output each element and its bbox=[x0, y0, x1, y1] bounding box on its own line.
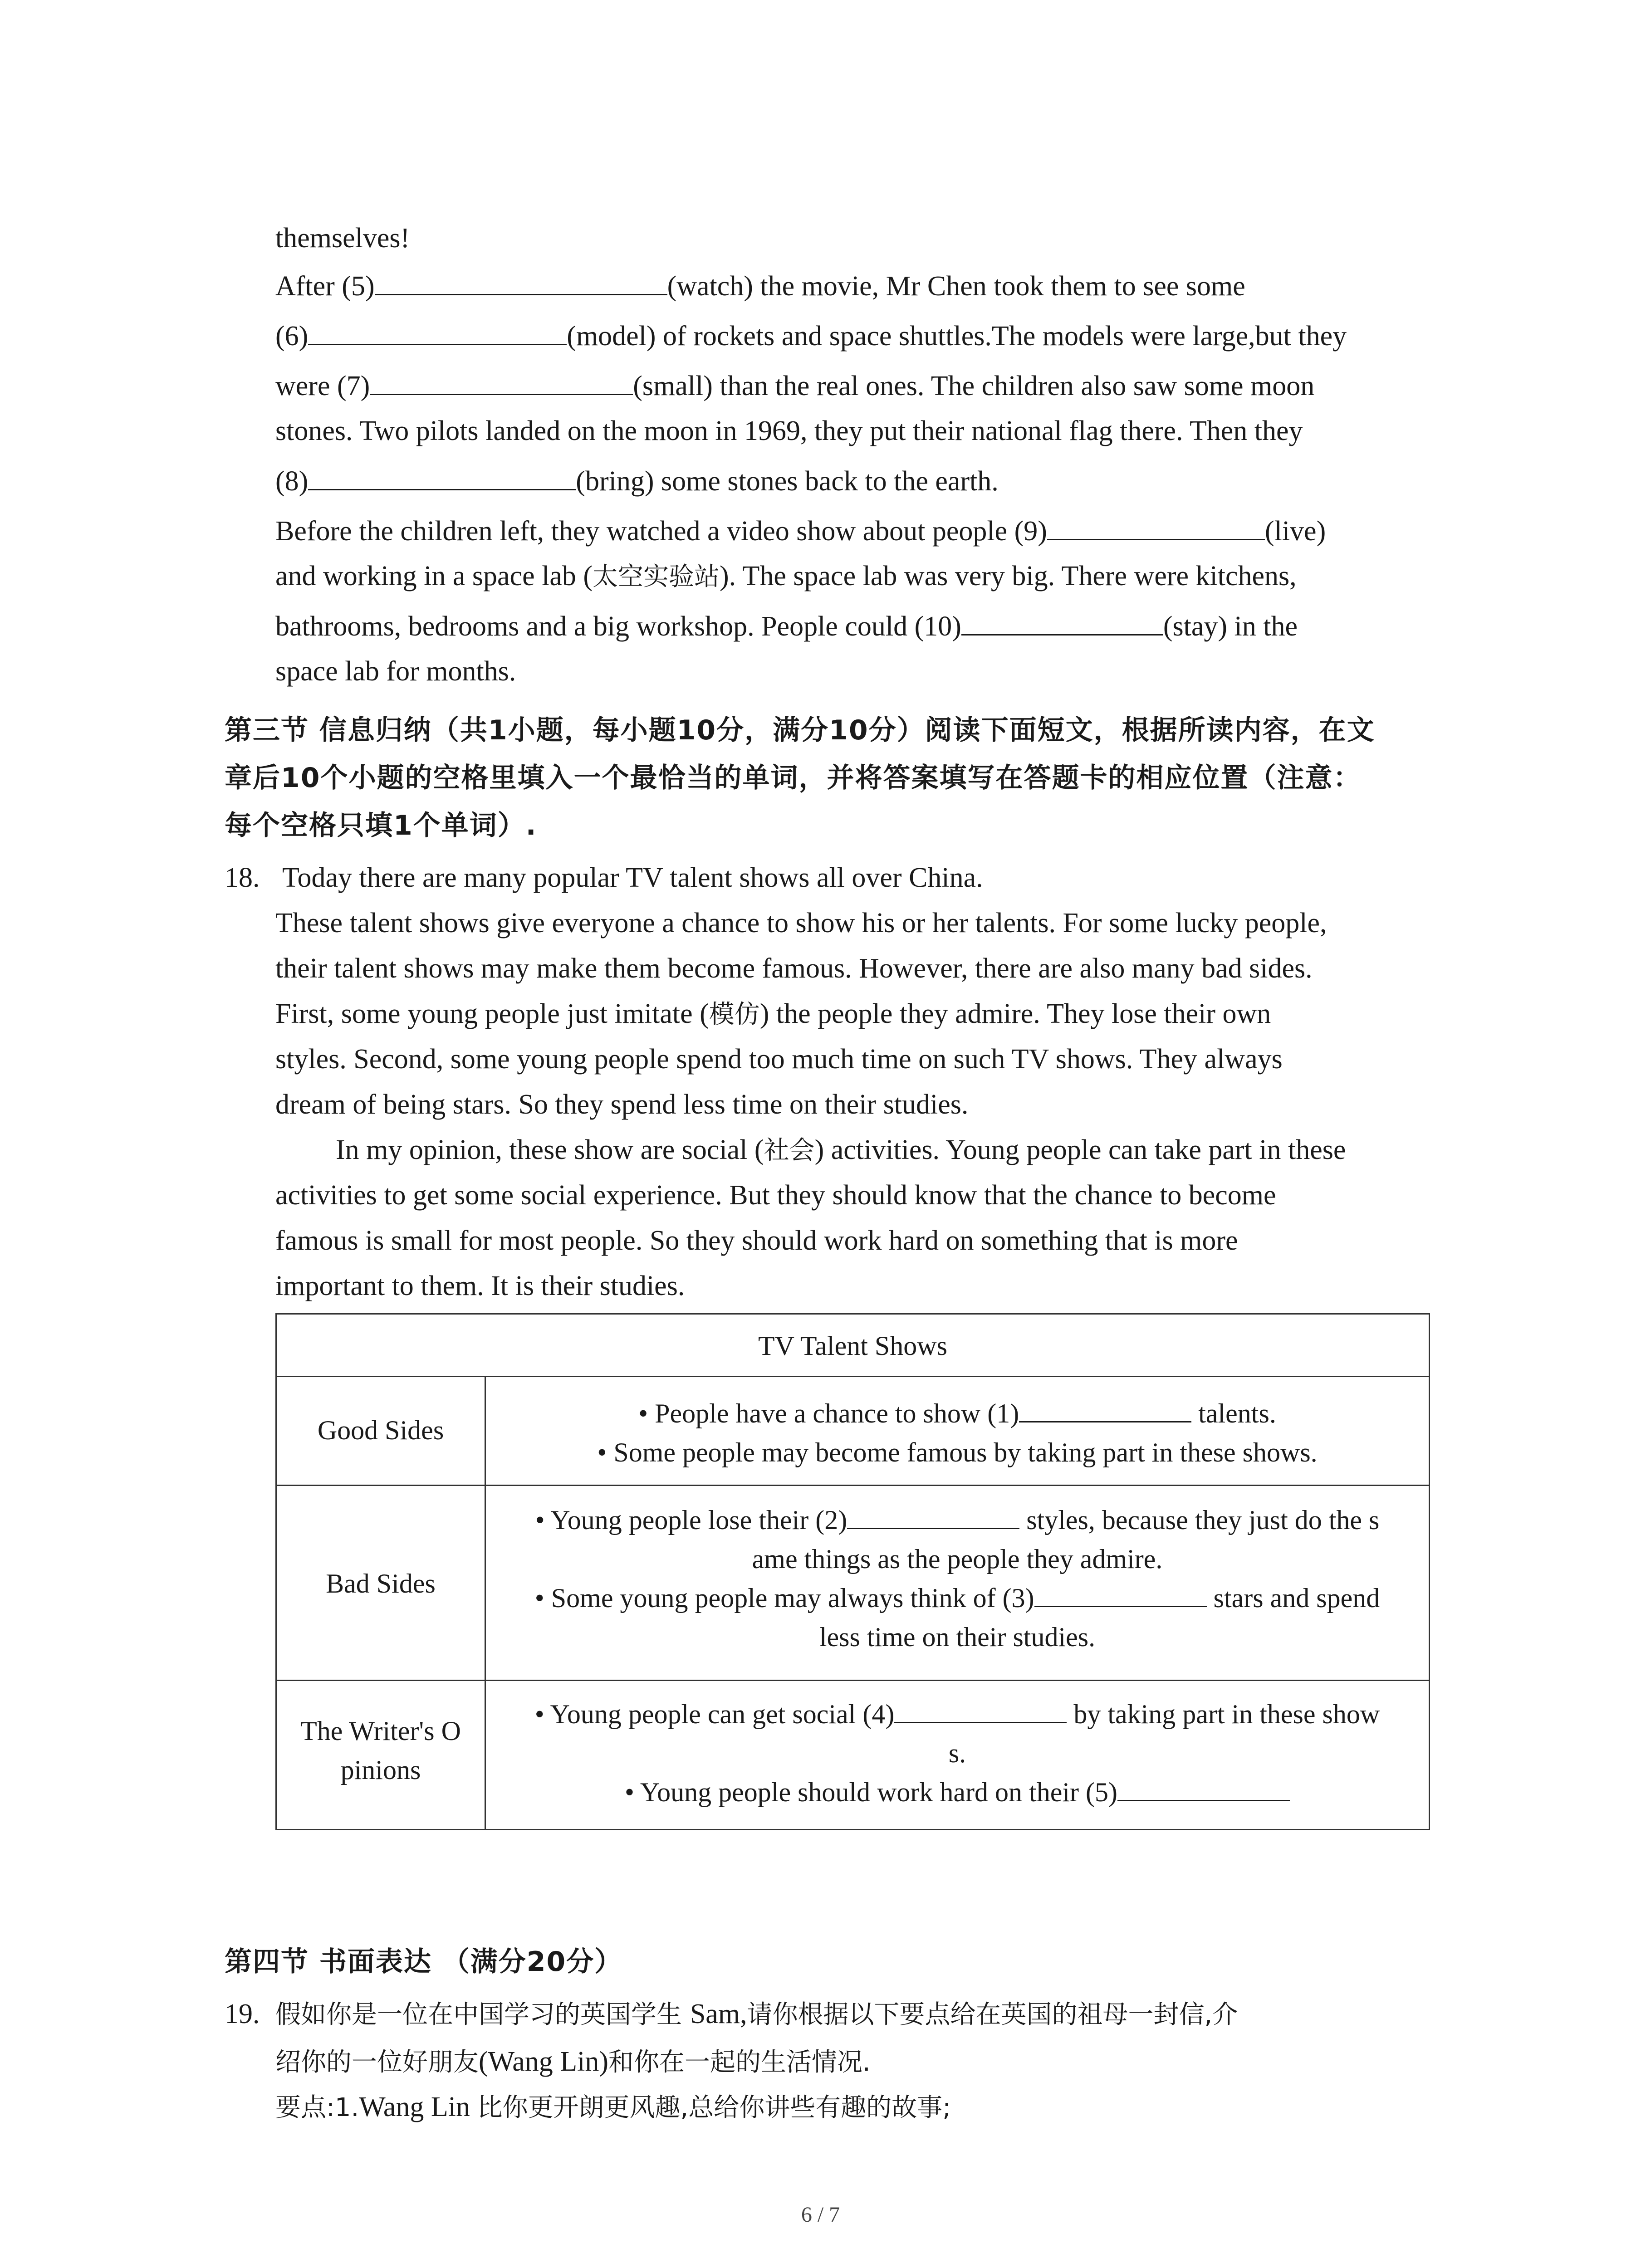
passage-line bbox=[275, 513, 1326, 549]
q19-text: (Wang Lin) bbox=[479, 2046, 608, 2077]
row-label-good-sides: Good Sides bbox=[317, 1415, 444, 1445]
talent-shows-table bbox=[275, 1313, 1430, 1830]
blank-5[interactable] bbox=[375, 268, 667, 295]
passage-text: (watch) the movie, Mr Chen took them to see some bbox=[667, 271, 1245, 302]
table-blank-4[interactable] bbox=[894, 1696, 1067, 1723]
q19-text: Sam, bbox=[690, 1999, 747, 2029]
cell-text: by taking part in these show bbox=[1073, 1699, 1380, 1729]
q19-text: 和你在一起的生活情况. bbox=[608, 2048, 871, 2077]
cell-text: stars and spend bbox=[1213, 1583, 1380, 1613]
passage-text: (6) bbox=[275, 321, 309, 352]
q19-text: 假如你是一位在中国学习的英国学生 bbox=[275, 2000, 690, 2029]
passage-line bbox=[275, 268, 1245, 304]
passage-text: and working in a space lab ( bbox=[275, 561, 593, 591]
section4-heading: 第四节 书面表达 （满分20分） bbox=[225, 1946, 623, 1978]
passage-line bbox=[275, 220, 410, 256]
q19-line bbox=[275, 2043, 871, 2081]
q19-text: 请你根据以下要点给在英国的祖母一封信,介 bbox=[747, 2000, 1238, 2029]
table-cell bbox=[486, 1501, 1429, 1657]
passage-line bbox=[275, 653, 516, 689]
q18-line bbox=[275, 950, 1313, 987]
cell-text: pinions bbox=[340, 1755, 421, 1785]
q18-text: activities to get some social experience. But they should know that the chance to become bbox=[275, 1180, 1276, 1211]
table-cell bbox=[486, 1695, 1429, 1812]
row-label-writers-opinions bbox=[277, 1711, 485, 1789]
table-blank-1[interactable] bbox=[1019, 1395, 1191, 1422]
section3-heading: 每个空格只填1个单词）. bbox=[225, 810, 537, 841]
passage-text: Before the children left, they watched a video show about people (9) bbox=[275, 516, 1047, 547]
cell-text: • Young people can get social (4) bbox=[534, 1699, 895, 1729]
passage-line bbox=[275, 608, 1298, 645]
cell-text: s. bbox=[948, 1738, 966, 1768]
q19-text: 绍你的一位好朋友 bbox=[275, 2048, 479, 2077]
passage-text: stones. Two pilots landed on the moon in 1969, they put their national flag there. Then they bbox=[275, 415, 1303, 446]
q19-line bbox=[275, 2089, 951, 2126]
q18-line bbox=[282, 860, 983, 896]
q18-line bbox=[275, 1177, 1276, 1213]
table-divider bbox=[277, 1485, 1429, 1486]
q18-text: First, some young people just imitate ( bbox=[275, 998, 709, 1029]
cell-text: less time on their studies. bbox=[819, 1622, 1096, 1652]
chinese-gloss: 太空实验站 bbox=[592, 562, 720, 591]
q18-text: ) activities. Young people can take part in these bbox=[814, 1134, 1346, 1165]
cell-text: • Young people should work hard on their (5) bbox=[625, 1777, 1117, 1807]
blank-8[interactable] bbox=[308, 463, 576, 490]
cell-text: The Writer's O bbox=[300, 1716, 461, 1746]
passage-line bbox=[275, 413, 1303, 449]
passage-text: (8) bbox=[275, 466, 309, 497]
cell-text: talents. bbox=[1198, 1398, 1276, 1428]
cell-text: • People have a chance to show (1) bbox=[638, 1398, 1019, 1428]
q18-line bbox=[275, 1041, 1283, 1077]
q19-text: Wang Lin bbox=[359, 2092, 477, 2122]
q18-text: famous is small for most people. So they should work hard on something that is more bbox=[275, 1225, 1238, 1256]
table-blank-5[interactable] bbox=[1117, 1774, 1290, 1801]
table-divider bbox=[277, 1680, 1429, 1681]
q18-text: Today there are many popular TV talent shows all over China. bbox=[282, 862, 983, 893]
blank-7[interactable] bbox=[370, 367, 633, 395]
q18-text: styles. Second, some young people spend too much time on such TV shows. They always bbox=[275, 1044, 1283, 1075]
cell-text: styles, because they just do the s bbox=[1026, 1505, 1380, 1535]
passage-text: After (5) bbox=[275, 271, 375, 302]
blank-9[interactable] bbox=[1047, 513, 1265, 540]
q18-line bbox=[275, 905, 1327, 941]
passage-line bbox=[275, 463, 999, 499]
cell-text: • Young people lose their (2) bbox=[535, 1505, 847, 1535]
q18-line bbox=[275, 1268, 685, 1304]
q19-text: 要点:1. bbox=[275, 2093, 359, 2122]
passage-text: themselves! bbox=[275, 223, 410, 254]
q18-line bbox=[275, 996, 1271, 1033]
table-divider bbox=[277, 1376, 1429, 1377]
q19-line bbox=[275, 1996, 1238, 2033]
passage-text: (model) of rockets and space shuttles.The models were large,but they bbox=[567, 321, 1347, 352]
q18-text: ) the people they admire. They lose their own bbox=[759, 998, 1271, 1029]
passage-text: (live) bbox=[1264, 516, 1326, 547]
cell-text: • Some young people may always think of (3) bbox=[534, 1583, 1034, 1613]
question-number: 18. bbox=[225, 862, 260, 893]
passage-line bbox=[275, 558, 1297, 595]
passage-text: space lab for months. bbox=[275, 656, 516, 687]
q19-text: 比你更开朗更风趣,总给你讲些有趣的故事; bbox=[477, 2093, 951, 2122]
q18-text: dream of being stars. So they spend less time on their studies. bbox=[275, 1089, 969, 1120]
passage-text: (bring) some stones back to the earth. bbox=[576, 466, 999, 497]
cell-text: • Some people may become famous by taking part in these shows. bbox=[597, 1437, 1318, 1467]
table-title: TV Talent Shows bbox=[758, 1331, 947, 1361]
section3-heading: 章后10个小题的空格里填入一个最恰当的单词，并将答案填写在答题卡的相应位置（注意： bbox=[225, 762, 1362, 794]
q18-text: their talent shows may make them become famous. However, there are also many bad sides. bbox=[275, 953, 1313, 984]
q18-line bbox=[275, 1086, 968, 1123]
chinese-gloss: 模仿 bbox=[709, 1000, 760, 1029]
passage-line bbox=[275, 318, 1347, 354]
passage-text: (stay) in the bbox=[1163, 611, 1298, 642]
blank-6[interactable] bbox=[308, 318, 567, 345]
table-cell bbox=[486, 1394, 1429, 1472]
passage-line bbox=[275, 367, 1314, 404]
section3-heading: 第三节 信息归纳（共1小题，每小题10分，满分10分）阅读下面短文，根据所读内容，在文 bbox=[225, 714, 1375, 746]
q18-line bbox=[275, 1222, 1238, 1259]
table-blank-2[interactable] bbox=[847, 1501, 1019, 1529]
page-number: 6 / 7 bbox=[801, 2203, 840, 2227]
row-label-bad-sides: Bad Sides bbox=[326, 1569, 436, 1598]
table-blank-3[interactable] bbox=[1034, 1579, 1207, 1607]
passage-text: (small) than the real ones. The children also saw some moon bbox=[633, 371, 1315, 401]
q18-text: These talent shows give everyone a chance to show his or her talents. For some lucky people, bbox=[275, 908, 1327, 938]
chinese-gloss: 社会 bbox=[764, 1136, 815, 1165]
q18-text: In my opinion, these show are social ( bbox=[336, 1134, 764, 1165]
passage-text: bathrooms, bedrooms and a big workshop. People could (10) bbox=[275, 611, 961, 642]
blank-10[interactable] bbox=[961, 608, 1163, 635]
cell-text: ame things as the people they admire. bbox=[752, 1544, 1163, 1574]
q18-line bbox=[336, 1132, 1346, 1169]
q18-text: important to them. It is their studies. bbox=[275, 1271, 685, 1301]
passage-text: ). The space lab was very big. There were kitchens, bbox=[719, 561, 1297, 591]
passage-text: were (7) bbox=[275, 371, 370, 401]
question-number: 19. bbox=[225, 1999, 260, 2029]
